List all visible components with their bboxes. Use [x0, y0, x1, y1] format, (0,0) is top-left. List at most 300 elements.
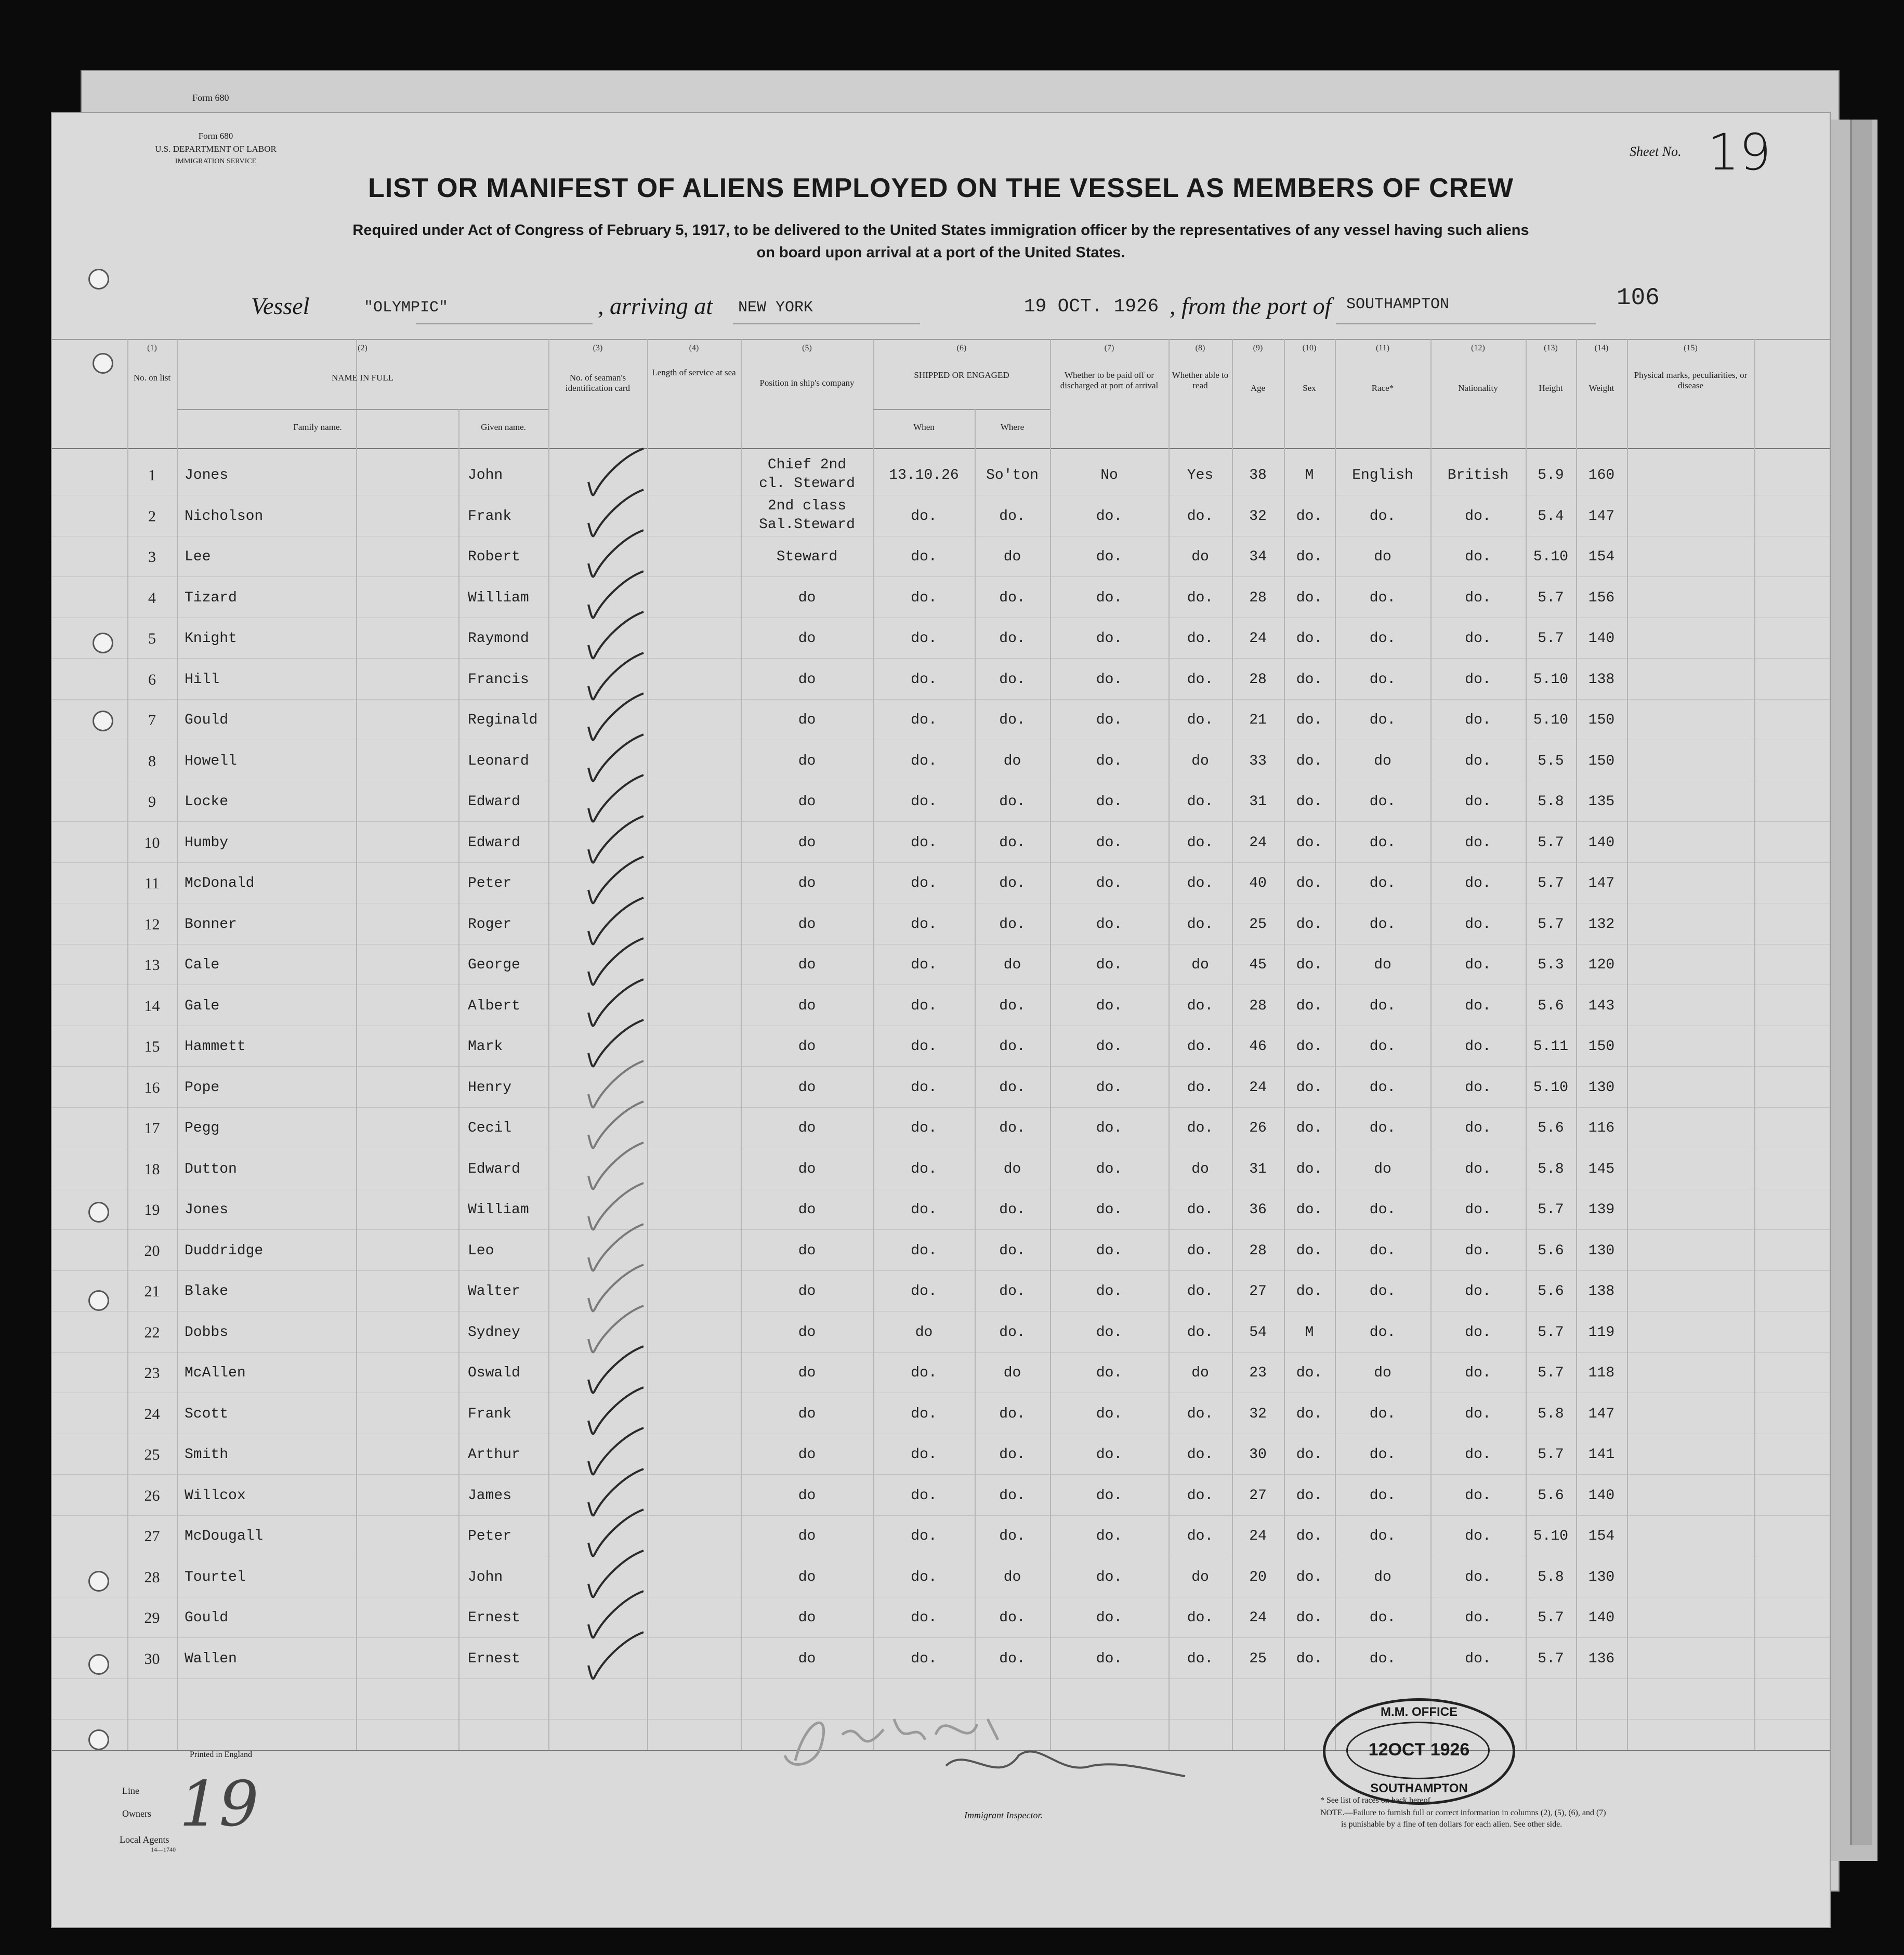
row-given-name: Frank: [468, 508, 512, 524]
row-given-name: William: [468, 1202, 529, 1218]
row-age: 54: [1249, 1324, 1267, 1341]
row-sex: M: [1305, 1324, 1314, 1341]
name-subrule: [177, 409, 548, 410]
row-age: 24: [1249, 631, 1267, 647]
manifest-sheet: [51, 112, 1831, 1928]
row-position: do: [798, 1610, 816, 1626]
row-position: do: [798, 794, 816, 810]
row-given-name: Arthur: [468, 1447, 520, 1463]
row-position: do: [798, 1650, 816, 1667]
row-shipped-when: do.: [911, 916, 937, 933]
row-weight: 140: [1588, 1487, 1615, 1504]
row-given-name: Ernest: [468, 1610, 520, 1626]
row-weight: 130: [1588, 1242, 1615, 1259]
row-able-to-read: do.: [1187, 1202, 1214, 1218]
header-length-service: Length of service at sea: [652, 368, 736, 377]
row-row-number: 3: [148, 548, 156, 566]
row-race: do.: [1369, 834, 1396, 851]
row-given-name: Cecil: [468, 1120, 512, 1136]
row-nationality: do.: [1465, 1324, 1491, 1341]
row-given-name: Albert: [468, 998, 520, 1014]
row-family-name: Jones: [185, 1202, 229, 1218]
row-position: do: [798, 1283, 816, 1300]
stamp-bottom: SOUTHAMPTON: [1370, 1781, 1468, 1795]
row-position: do: [798, 753, 816, 769]
column-number: (15): [1684, 344, 1698, 352]
row-height: 5.5: [1538, 753, 1564, 769]
row-able-to-read: do.: [1187, 589, 1214, 606]
row-nationality: do.: [1465, 1610, 1491, 1626]
row-weight: 156: [1588, 589, 1615, 606]
row-given-name: Reginald: [468, 712, 538, 728]
row-weight: 140: [1588, 1610, 1615, 1626]
row-weight: 139: [1588, 1202, 1615, 1218]
row-race: do.: [1369, 916, 1396, 933]
column-rule: [1627, 339, 1628, 1750]
row-race: do.: [1369, 1079, 1396, 1096]
row-position: do: [798, 834, 816, 851]
column-number: (6): [956, 344, 967, 352]
row-position: do: [798, 957, 816, 973]
column-number: (4): [689, 344, 699, 352]
header-family-name: Family name.: [293, 422, 342, 432]
row-paid-off: do.: [1096, 1569, 1123, 1585]
row-sex: do.: [1296, 1650, 1323, 1667]
row-able-to-read: do.: [1187, 875, 1214, 891]
row-row-number: 12: [144, 915, 160, 933]
row-age: 40: [1249, 875, 1267, 891]
row-position: Chief 2nd cl. Steward: [759, 457, 855, 492]
row-given-name: John: [468, 467, 503, 483]
row-age: 24: [1249, 1079, 1267, 1096]
row-race: English: [1352, 467, 1413, 483]
row-height: 5.7: [1538, 875, 1564, 891]
row-able-to-read: do.: [1187, 1650, 1214, 1667]
row-position: do: [798, 1324, 816, 1341]
row-family-name: Wallen: [185, 1650, 237, 1667]
row-shipped-when: do.: [911, 1528, 937, 1544]
row-paid-off: do.: [1096, 1324, 1123, 1341]
row-row-number: 19: [144, 1201, 160, 1218]
row-able-to-read: do.: [1187, 1039, 1214, 1055]
row-weight: 150: [1588, 1039, 1615, 1055]
row-nationality: do.: [1465, 1202, 1491, 1218]
line-label: Line: [122, 1786, 139, 1796]
row-family-name: Gould: [185, 1610, 229, 1626]
row-age: 32: [1249, 1406, 1267, 1422]
row-shipped-when: do.: [911, 1283, 937, 1300]
row-row-number: 9: [148, 793, 156, 810]
row-paid-off: do.: [1096, 794, 1123, 810]
row-race: do.: [1369, 1610, 1396, 1626]
row-position: 2nd class Sal.Steward: [759, 497, 855, 533]
row-rule: [52, 1107, 1830, 1108]
row-sex: do.: [1296, 998, 1323, 1014]
row-nationality: do.: [1465, 589, 1491, 606]
row-shipped-when: do.: [911, 712, 937, 728]
row-height: 5.6: [1538, 1242, 1564, 1259]
row-nationality: British: [1447, 467, 1509, 483]
row-height: 5.10: [1533, 1528, 1569, 1544]
row-rule: [52, 1229, 1830, 1230]
row-shipped-when: do.: [911, 549, 937, 565]
row-height: 5.7: [1538, 1202, 1564, 1218]
row-position: do: [798, 1487, 816, 1504]
row-position: do: [798, 1242, 816, 1259]
row-shipped-when: do.: [911, 1079, 937, 1096]
arrival-port: NEW YORK: [738, 299, 813, 317]
row-given-name: Mark: [468, 1039, 503, 1055]
row-race: do.: [1369, 794, 1396, 810]
row-rule: [52, 1474, 1830, 1475]
row-age: 24: [1249, 1528, 1267, 1544]
row-sex: M: [1305, 467, 1314, 483]
row-paid-off: No: [1100, 467, 1118, 483]
row-weight: 130: [1588, 1079, 1615, 1096]
row-sex: do.: [1296, 1487, 1323, 1504]
row-age: 28: [1249, 998, 1267, 1014]
row-shipped-when: do.: [911, 1406, 937, 1422]
row-race: do.: [1369, 1487, 1396, 1504]
row-sex: do.: [1296, 916, 1323, 933]
row-shipped-when: do.: [911, 1365, 937, 1381]
check-mark: [582, 1629, 650, 1686]
column-number: (7): [1104, 344, 1114, 352]
row-paid-off: do.: [1096, 1161, 1123, 1177]
shipped-subrule: [873, 409, 1050, 410]
stamp-date: 12OCT 1926: [1368, 1740, 1470, 1760]
row-shipped-when: do.: [911, 875, 937, 891]
row-paid-off: do.: [1096, 1406, 1123, 1422]
row-shipped-when: do.: [911, 508, 937, 524]
row-sex: do.: [1296, 508, 1323, 524]
row-age: 25: [1249, 1650, 1267, 1667]
row-shipped-when: do.: [911, 998, 937, 1014]
row-able-to-read: do.: [1187, 1528, 1214, 1544]
row-height: 5.8: [1538, 1569, 1564, 1585]
header-id-card: No. of seaman's identification card: [565, 373, 631, 393]
row-nationality: do.: [1465, 712, 1491, 728]
row-paid-off: do.: [1096, 1079, 1123, 1096]
row-shipped-where: do.: [999, 916, 1026, 933]
row-shipped-where: do.: [999, 1039, 1026, 1055]
row-shipped-where: do: [1003, 549, 1021, 565]
handwritten-number: 19: [179, 1768, 259, 1841]
row-shipped-when: 13.10.26: [889, 467, 959, 483]
row-nationality: do.: [1465, 1120, 1491, 1136]
departure-port: SOUTHAMPTON: [1346, 296, 1450, 313]
row-family-name: Humby: [185, 834, 229, 851]
row-able-to-read: do.: [1187, 1406, 1214, 1422]
row-given-name: Edward: [468, 794, 520, 810]
row-weight: 145: [1588, 1161, 1615, 1177]
row-position: do: [798, 875, 816, 891]
row-height: 5.7: [1538, 631, 1564, 647]
row-age: 31: [1249, 1161, 1267, 1177]
row-race: do.: [1369, 1283, 1396, 1300]
row-family-name: Howell: [185, 753, 237, 769]
row-nationality: do.: [1465, 1365, 1491, 1381]
back-sheet-edge-2: [1850, 120, 1872, 1845]
row-given-name: John: [468, 1569, 503, 1585]
header-nationality: Nationality: [1458, 383, 1498, 393]
row-height: 5.9: [1538, 467, 1564, 483]
row-shipped-when: do.: [911, 834, 937, 851]
row-position: do: [798, 1202, 816, 1218]
row-weight: 150: [1588, 753, 1615, 769]
row-shipped-when: do.: [911, 1487, 937, 1504]
row-height: 5.10: [1533, 712, 1569, 728]
row-sex: do.: [1296, 1161, 1323, 1177]
row-race: do: [1374, 957, 1391, 973]
row-shipped-when: do.: [911, 1650, 937, 1667]
row-paid-off: do.: [1096, 589, 1123, 606]
row-row-number: 20: [144, 1242, 160, 1259]
row-position: do: [798, 1447, 816, 1463]
header-weight: Weight: [1588, 383, 1614, 393]
row-sex: do.: [1296, 1365, 1323, 1381]
row-rule: [52, 1637, 1830, 1638]
row-able-to-read: Yes: [1187, 467, 1214, 483]
row-height: 5.8: [1538, 794, 1564, 810]
row-race: do: [1374, 549, 1391, 565]
row-row-number: 5: [148, 630, 156, 647]
row-weight: 160: [1588, 467, 1615, 483]
from-port-label: , from the port of: [1170, 293, 1332, 319]
row-paid-off: do.: [1096, 549, 1123, 565]
header-height: Height: [1539, 383, 1563, 393]
sheet-number: 19: [1708, 123, 1771, 181]
row-race: do.: [1369, 1202, 1396, 1218]
row-weight: 147: [1588, 1406, 1615, 1422]
row-able-to-read: do.: [1187, 508, 1214, 524]
punch-hole: [88, 1202, 109, 1223]
row-family-name: Locke: [185, 794, 229, 810]
row-shipped-where: do.: [999, 1079, 1026, 1096]
row-row-number: 29: [144, 1609, 160, 1626]
row-row-number: 14: [144, 997, 160, 1015]
row-age: 28: [1249, 671, 1267, 688]
row-row-number: 22: [144, 1323, 160, 1341]
row-rule: [52, 658, 1830, 659]
row-race: do.: [1369, 1039, 1396, 1055]
row-row-number: 15: [144, 1038, 160, 1055]
row-family-name: Knight: [185, 631, 237, 647]
row-row-number: 16: [144, 1079, 160, 1096]
row-row-number: 30: [144, 1650, 160, 1668]
row-weight: 141: [1588, 1447, 1615, 1463]
row-weight: 120: [1588, 957, 1615, 973]
row-given-name: Ernest: [468, 1650, 520, 1667]
row-shipped-when: do.: [911, 957, 937, 973]
row-family-name: Willcox: [185, 1487, 246, 1504]
row-shipped-when: do.: [911, 1242, 937, 1259]
row-family-name: Bonner: [185, 916, 237, 933]
row-family-name: Hammett: [185, 1039, 246, 1055]
row-weight: 154: [1588, 549, 1615, 565]
row-shipped-when: do.: [911, 1161, 937, 1177]
row-shipped-where: do.: [999, 1650, 1026, 1667]
row-paid-off: do.: [1096, 957, 1123, 973]
row-family-name: Jones: [185, 467, 229, 483]
row-age: 46: [1249, 1039, 1267, 1055]
form-subtitle-2: on board upon arrival at a port of the United States.: [756, 244, 1125, 261]
row-family-name: Hill: [185, 671, 220, 688]
row-nationality: do.: [1465, 1242, 1491, 1259]
row-paid-off: do.: [1096, 508, 1123, 524]
row-row-number: 13: [144, 956, 160, 974]
header-shipped: SHIPPED OR ENGAGED: [914, 370, 1009, 380]
row-nationality: do.: [1465, 753, 1491, 769]
form-title: LIST OR MANIFEST OF ALIENS EMPLOYED ON THE VESSEL AS MEMBERS OF CREW: [368, 173, 1514, 203]
row-shipped-when: do.: [911, 1039, 937, 1055]
row-nationality: do.: [1465, 1079, 1491, 1096]
row-row-number: 18: [144, 1160, 160, 1178]
row-family-name: Smith: [185, 1447, 229, 1463]
row-height: 5.10: [1533, 549, 1569, 565]
row-nationality: do.: [1465, 1283, 1491, 1300]
column-number: (3): [593, 344, 603, 352]
row-sex: do.: [1296, 712, 1323, 728]
row-weight: 132: [1588, 916, 1615, 933]
punch-hole: [88, 1571, 109, 1592]
header-race: Race*: [1371, 383, 1394, 393]
row-family-name: Pegg: [185, 1120, 220, 1136]
row-rule: [52, 1678, 1830, 1679]
row-shipped-when: do.: [911, 1610, 937, 1626]
row-family-name: Lee: [185, 549, 211, 565]
row-position: Steward: [776, 549, 838, 565]
row-family-name: Gould: [185, 712, 229, 728]
row-position: do: [798, 916, 816, 933]
row-sex: do.: [1296, 1079, 1323, 1096]
row-row-number: 2: [148, 507, 156, 525]
row-age: 33: [1249, 753, 1267, 769]
row-height: 5.4: [1538, 508, 1564, 524]
row-position: do: [798, 1039, 816, 1055]
row-able-to-read: do.: [1187, 1283, 1214, 1300]
row-age: 25: [1249, 916, 1267, 933]
column-number: (10): [1302, 344, 1317, 352]
row-weight: 130: [1588, 1569, 1615, 1585]
row-shipped-where: do.: [999, 1406, 1026, 1422]
row-sex: do.: [1296, 1610, 1323, 1626]
row-height: 5.7: [1538, 1324, 1564, 1341]
row-paid-off: do.: [1096, 998, 1123, 1014]
row-family-name: Pope: [185, 1079, 220, 1096]
row-paid-off: do.: [1096, 875, 1123, 891]
row-shipped-when: do.: [911, 671, 937, 688]
row-given-name: Edward: [468, 834, 520, 851]
row-shipped-where: do: [1003, 1569, 1021, 1585]
row-nationality: do.: [1465, 794, 1491, 810]
row-age: 24: [1249, 834, 1267, 851]
header-physical: Physical marks, peculiarities, or disease: [1634, 370, 1748, 390]
row-weight: 116: [1588, 1120, 1615, 1136]
row-race: do.: [1369, 1406, 1396, 1422]
row-shipped-where: do: [1003, 1365, 1021, 1381]
row-weight: 140: [1588, 631, 1615, 647]
row-paid-off: do.: [1096, 671, 1123, 688]
row-weight: 147: [1588, 508, 1615, 524]
row-height: 5.8: [1538, 1161, 1564, 1177]
row-paid-off: do.: [1096, 1650, 1123, 1667]
row-shipped-where: do.: [999, 589, 1026, 606]
row-age: 27: [1249, 1487, 1267, 1504]
row-able-to-read: do: [1191, 549, 1209, 565]
row-nationality: do.: [1465, 1569, 1491, 1585]
row-height: 5.10: [1533, 1079, 1569, 1096]
row-given-name: Edward: [468, 1161, 520, 1177]
penalty-note-1: NOTE.—Failure to furnish full or correct information in columns (2), (5), (6), and (7): [1320, 1808, 1606, 1817]
row-shipped-where: do.: [999, 998, 1026, 1014]
row-able-to-read: do.: [1187, 916, 1214, 933]
row-height: 5.7: [1538, 1610, 1564, 1626]
row-shipped-when: do.: [911, 753, 937, 769]
row-able-to-read: do.: [1187, 794, 1214, 810]
row-sex: do.: [1296, 1406, 1323, 1422]
vessel-name: "OLYMPIC": [364, 299, 449, 317]
row-given-name: Robert: [468, 549, 520, 565]
row-age: 21: [1249, 712, 1267, 728]
header-when: When: [913, 422, 935, 432]
row-sex: do.: [1296, 1569, 1323, 1585]
row-paid-off: do.: [1096, 1487, 1123, 1504]
row-family-name: Tourtel: [185, 1569, 246, 1585]
row-able-to-read: do.: [1187, 1324, 1214, 1341]
row-family-name: Cale: [185, 957, 220, 973]
row-given-name: Francis: [468, 671, 529, 688]
column-number: (12): [1471, 344, 1485, 352]
row-paid-off: do.: [1096, 1610, 1123, 1626]
row-weight: 150: [1588, 712, 1615, 728]
row-height: 5.7: [1538, 1650, 1564, 1667]
row-weight: 118: [1588, 1365, 1615, 1381]
row-race: do: [1374, 753, 1391, 769]
row-height: 5.7: [1538, 589, 1564, 606]
row-nationality: do.: [1465, 957, 1491, 973]
row-shipped-where: do.: [999, 631, 1026, 647]
row-row-number: 17: [144, 1120, 160, 1137]
row-weight: 147: [1588, 875, 1615, 891]
row-height: 5.6: [1538, 1487, 1564, 1504]
office-stamp: [1323, 1698, 1515, 1805]
row-paid-off: do.: [1096, 1039, 1123, 1055]
punch-hole: [88, 1729, 109, 1750]
row-row-number: 11: [145, 875, 160, 892]
row-height: 5.7: [1538, 1447, 1564, 1463]
row-sex: do.: [1296, 794, 1323, 810]
row-height: 5.7: [1538, 834, 1564, 851]
row-family-name: McDonald: [185, 875, 255, 891]
row-row-number: 8: [148, 752, 156, 770]
row-paid-off: do.: [1096, 631, 1123, 647]
row-able-to-read: do.: [1187, 1242, 1214, 1259]
row-age: 24: [1249, 1610, 1267, 1626]
header-sex: Sex: [1303, 383, 1316, 393]
row-rule: [52, 1270, 1830, 1271]
row-paid-off: do.: [1096, 1202, 1123, 1218]
row-sex: do.: [1296, 1202, 1323, 1218]
row-position: do: [798, 631, 816, 647]
row-position: do: [798, 671, 816, 688]
header-position: Position in ship's company: [759, 378, 855, 388]
row-given-name: Leonard: [468, 753, 529, 769]
row-able-to-read: do.: [1187, 1487, 1214, 1504]
row-shipped-where: do.: [999, 712, 1026, 728]
service: IMMIGRATION SERVICE: [175, 158, 257, 165]
row-rule: [52, 1066, 1830, 1067]
